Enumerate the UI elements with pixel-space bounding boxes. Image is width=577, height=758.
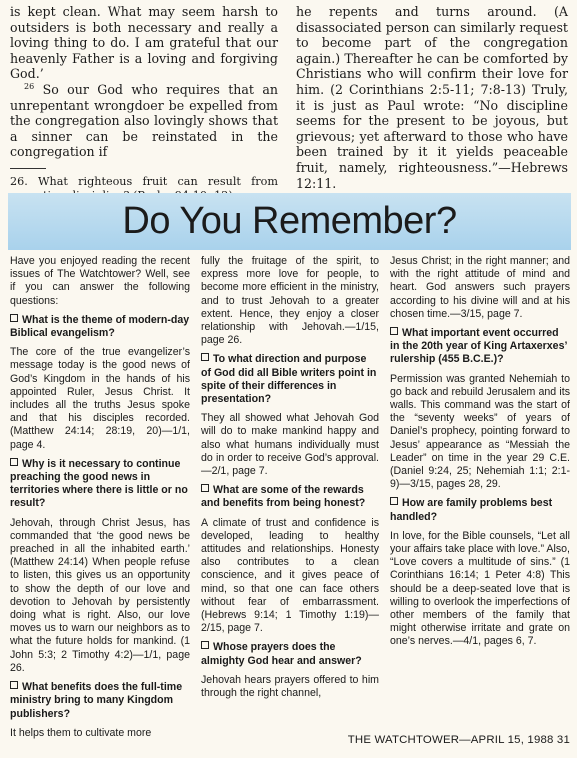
question: What is the theme of modern-day Biblical evangelism? [10,313,190,340]
paragraph-text: So our God who requires that an unrepentant wrongdoer be expelled from the congregation also lovingly shows that a sinner can be reinstated in the congregation if [10,81,278,160]
answer: They all showed what Jehovah God will do to make mankind happy and also what humans individually must do in order to receive God’s approval.—2/1, page 7. [201,412,379,478]
answer: Jehovah, through Christ Jesus, has commanded that ‘the good news be preached in all the inhabited earth.’ (Matthew 24:14) When people refuse to listen, this gives us an opportunity to show the depth of our love and devotion to Jehovah by persistently doing what is right. Also, our love moves us to warn our neighbors as to what the future holds for mankind. (1 John 5:3; 2 Timothy 4:2)—1/1, page 26. [10,516,190,674]
answer: In love, for the Bible counsels, “Let all your affairs take place with love.” Also, “Love covers a multitude of sins.” (1 Corinthians 16:14; 1 Peter 4:8) This should be a deep-seated love that is willing to overlook the imperfections of other members of the family that might otherwise irritate and grate on one’s nerves.—4/1, pages 6, 7. [390,529,570,648]
paragraph-number: 26 [24,81,35,91]
paragraph-26 [10,82,278,160]
article-right-column [296,4,568,191]
article-left-column [10,4,278,202]
answer: Permission was granted Nehemiah to go back and rebuild Jerusalem and its walls. This command was the start of the “seventy weeks” of years of Daniel’s prophecy, pointing forward to Jesus’ appearance as “Messiah the Leader” on time in the year 29 C.E. (Daniel 9:24, 25; Nehemiah 1:1; 2:1-9)—3/15, pages 28, 29. [390,372,570,491]
checkbox-square-icon [10,314,18,322]
checkbox-square-icon [201,353,209,361]
answer: It helps them to cultivate more [10,726,152,739]
review-column-3 [390,255,570,655]
review-column-2 [201,255,379,706]
study-question: 26. What righteous fruit can result from [10,174,278,188]
question: What benefits does the full-time ministry bring to many Kingdom publishers? [10,681,183,720]
answer: A climate of trust and confidence is developed, leading to healthy attitudes and relationships. Honesty also contributes to a clean conscience, and it gives peace of mind, so that one can face others without fear of embarrassment. (Hebrews 9:14; 1 Timothy 1:19)—2/15, page 7. [201,516,379,635]
article-top [10,4,570,191]
checkbox-square-icon [10,681,18,689]
answer: The core of the true evangelizer’s message today is the good news of God’s Kingdom in the hands of his appointed Ruler, Jesus Christ. It includes all the truths Jesus spoke and that his disciples recorded. (Matthew 24:14; 28:19, 20)—1/1, page 4. [10,346,190,451]
question: Whose prayers does the almighty God hear and answer? [201,641,362,667]
review-column-1 [10,255,190,746]
article-paragraph: is kept clean. What may seem harsh to outsiders is both necessary and really a loving thing to do. I am grateful that our heavenly Father is a loving and forgiving God.’ [10,4,278,82]
page-footer: THE WATCHTOWER—APRIL 15, 1988 31 [347,734,570,746]
answer: Jehovah hears prayers offered to him through the right channel, [201,673,379,700]
question: What are some of the rewards and benefits from being honest? [201,484,366,510]
question: To what direction and purpose of God did all Bible writers point in spite of their differences in presentation? [201,353,377,406]
question: How are family problems best handled? [390,497,553,523]
banner-title: Do You Remember? [122,200,457,242]
article-paragraph: he repents and turns around. (A disassociated person can similarly request to become part of the congregation again.) Thereafter he can be comforted by Christians who will confirm their love for him. (2 Corinthians 2:5-11; 7:8-13) Truly, it is just as Paul wrote: “No discipline seems for the present to be joyous, but grievous; yet afterward to those who have been trained by it it yields peaceable fruit, namely, righteousness.”—Hebrews 12:11. [296,4,568,191]
question: What important event occurred in the 20th year of King Artaxerxes’ rulership (455 B.C.E.)? [390,327,567,366]
checkbox-square-icon [201,641,209,649]
checkbox-square-icon [390,497,398,505]
section-banner [8,193,571,250]
answer: fully the fruitage of the spirit, to express more love for people, to become more efficient in the ministry, and to trust Jehovah to a greater extent. Hence, they enjoy a closer relationship with Jehovah.—1/15, page 26. [201,255,379,347]
answer: Jesus Christ; in the right manner; and with the right attitude of mind and heart. God answers such prayers according to his divine will and at his chosen time.—3/15, page 7. [390,255,570,320]
checkbox-square-icon [10,458,18,466]
footnote-divider [10,168,46,169]
checkbox-square-icon [201,484,209,492]
checkbox-square-icon [390,327,398,335]
intro-text: Have you enjoyed reading the recent issues of The Watchtower? Well, see if you can answer the following questions: [10,255,190,307]
question: Why is it necessary to continue preaching the good news in territories where there is little or no result? [10,457,188,510]
